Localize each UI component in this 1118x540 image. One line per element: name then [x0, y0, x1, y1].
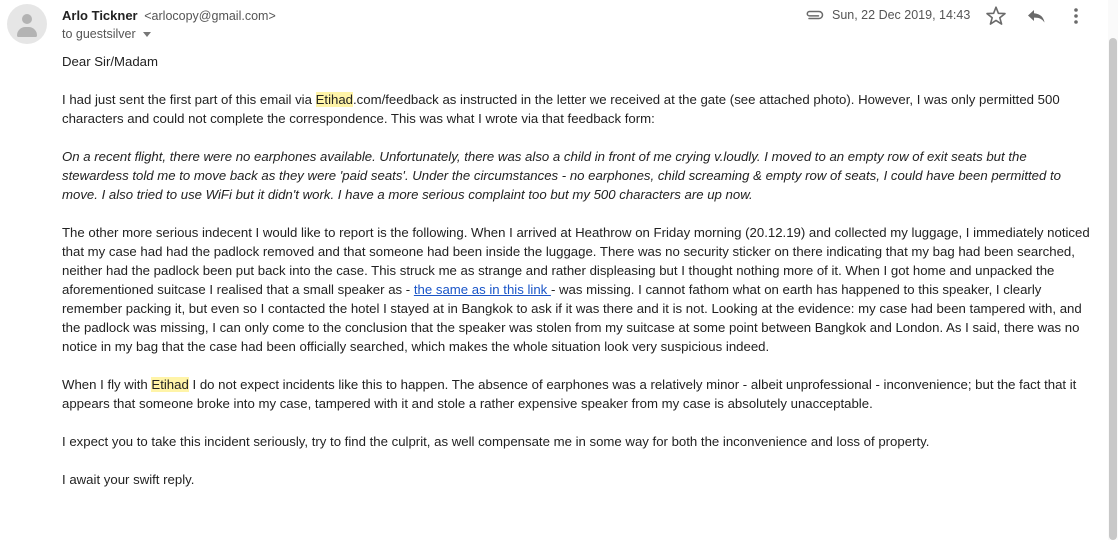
intro-text-start: I had just sent the first part of this email via	[62, 92, 316, 107]
sender-email: <arlocopy@gmail.com>	[144, 9, 276, 23]
email-body	[62, 52, 1092, 489]
star-icon[interactable]	[984, 4, 1008, 28]
paragraph-request: I expect you to take this incident seriously, try to find the culprit, as well compensate me in some way for both the inconvenience and loss of property.	[62, 434, 930, 449]
quoted-feedback: On a recent flight, there were no earphones available. Unfortunately, there was also a child in front of me crying v.loudly. I moved to an empty row of exit seats but the stewardess told me to move back as they were 'paid seats'. Under the circumstances - no earphones, child screaming & empty row of seats, I could have been permitted to move. I also tried to use WiFi but it didn't work. I have a more serious complaint too but my 500 characters are up now.	[62, 149, 1061, 202]
scrollbar[interactable]	[1108, 0, 1118, 540]
incident-text-end: - was missing. I cannot fathom what on earth has happened to this speaker, I clearly remember packing it, but even so I contacted the hotel I stayed at in Bangkok to ask if it was there and it is not. Looking at the evidence: my case had been tampered with, and the padlock was missing, I can only come to the conclusion that the speaker was stolen from my suitcase at some point between Bangkok and London. As I said, there was no notice in my bag that the case had been officially searched, which makes the whole situation look very suspicious indeed.	[62, 282, 1082, 354]
paragraph-intro	[62, 90, 1092, 128]
person-avatar-icon[interactable]	[7, 4, 47, 44]
email-date: Sun, 22 Dec 2019, 14:43	[832, 8, 971, 22]
incident-text-start: The other more serious indecent I would like to report is the following. When I arrived at Heathrow on Friday morning (20.12.19) and collected my luggage, I immediately noticed that my case had had the padlock removed and that someone had been inside the luggage. There was no security sticker on there indicating that my bag had been searched, neither had the padlock been put back into the case. This struck me as strange and rather displeasing but I thought nothing more of it. When I got home and unpacked the aforementioned suitcase I realised that a small speaker as -	[62, 225, 1090, 297]
email-header	[0, 0, 1118, 52]
avatar-body	[17, 27, 37, 37]
intro-text-end: .com/feedback as instructed in the letter we received at the gate (see attached photo). However, I was only permitted 500 characters and could not complete the correspondence. This was what I wrote via that feedback form:	[62, 92, 1060, 126]
avatar-head	[22, 14, 32, 24]
speaker-link[interactable]: the same as in this link	[413, 282, 551, 297]
scrollbar-thumb[interactable]	[1109, 38, 1117, 540]
reply-icon[interactable]	[1024, 4, 1048, 28]
closing-line: I await your swift reply.	[62, 472, 195, 487]
more-vertical-icon[interactable]	[1064, 4, 1088, 28]
expectation-text-end: I do not expect incidents like this to happen. The absence of earphones was a relatively minor - albeit unprofessional - inconvenience; but the fact that it appears that someone broke into my case, tampered with it and stole a rather expensive speaker from my case is absolutely unacceptable.	[62, 377, 1077, 411]
paperclip-icon	[804, 7, 826, 23]
etihad-highlight: Etihad	[151, 377, 189, 392]
etihad-highlight: Etihad	[315, 92, 354, 107]
paragraph-incident	[62, 223, 1092, 356]
greeting: Dear Sir/Madam	[62, 54, 159, 69]
sender-name[interactable]: Arlo Tickner	[62, 8, 138, 23]
expectation-text-start: When I fly with	[62, 377, 152, 392]
recipient-line[interactable]	[62, 27, 151, 41]
recipient-label: to guestsilver	[62, 27, 136, 41]
caret-down-icon[interactable]	[143, 32, 151, 37]
paragraph-expectation	[62, 375, 1092, 413]
sender-line	[62, 8, 276, 23]
